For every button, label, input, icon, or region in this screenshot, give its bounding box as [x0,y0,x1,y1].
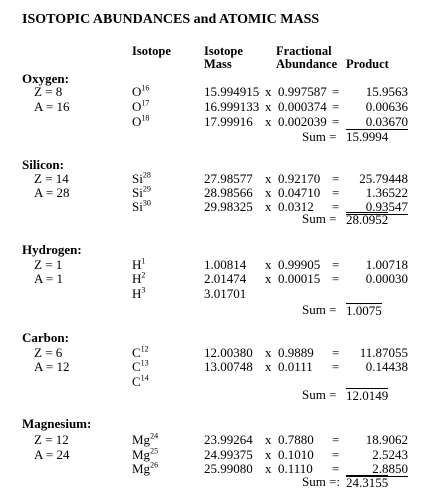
atomic-number: Z = 1 [34,257,63,272]
isotope-mass: 16.999133 [204,99,260,114]
product-value: 1.36522 [365,185,408,200]
isotope-mass-number: 13 [140,358,149,368]
sum-value: 15.9994 [346,129,389,144]
product-value: 18.9062 [365,432,408,447]
product-value: 0.00636 [365,99,408,114]
element-name: Silicon: [22,157,64,172]
sum-value: 1.0075 [346,303,382,318]
isotope-element-symbol: Mg [132,432,151,447]
fractional-abundance: 0.00015 [278,271,321,286]
isotope-mass: 27.98577 [204,171,253,186]
equals-sign: = [332,345,340,360]
isotope-mass-number: 29 [142,184,151,194]
equals-sign: = [332,271,340,286]
isotope-mass: 12.00380 [204,345,253,360]
isotope-mass-number: 26 [150,460,159,470]
header-isotope-mass-line1: Isotope [204,44,243,58]
sum-label: Sum = [302,129,337,144]
product-value: 0.03670 [346,115,408,130]
isotope-symbol [132,433,158,447]
isotope-symbol [132,272,145,286]
isotope-mass-number: 12 [140,344,149,354]
isotope-mass-number: 24 [150,431,159,441]
fractional-abundance: 0.92170 [278,171,321,186]
times-sign: x [265,432,272,447]
equals-sign: = [332,199,340,214]
atomic-number: Z = 6 [34,345,63,360]
fractional-abundance: 0.9889 [278,345,314,360]
sum-label: Sum = [302,211,337,226]
mass-number: A = 12 [34,359,70,374]
isotope-mass-number: 30 [142,198,151,208]
product-value: 2.8850 [346,462,408,477]
isotope-element-symbol: Si [132,185,143,200]
isotope-mass: 2.01474 [204,271,247,286]
atomic-number: Z = 8 [34,84,63,99]
fractional-abundance: 0.002039 [278,114,327,129]
isotope-symbol [132,100,149,114]
isotope-element-symbol: C [132,345,141,360]
isotope-mass-number: 16 [141,83,150,93]
element-name: Carbon: [22,330,69,345]
fractional-abundance: 0.99905 [278,257,321,272]
equals-sign: = [332,84,340,99]
header-fractional-line2: Abundance [276,57,338,71]
equals-sign: = [332,432,340,447]
sum-value: 24.3155 [346,475,389,490]
times-sign: x [265,114,272,129]
isotope-mass: 17.99916 [204,114,253,129]
times-sign: x [265,461,272,476]
isotope-mass-number: 17 [141,98,150,108]
isotope-element-symbol: H [132,286,142,301]
equals-sign: = [332,447,340,462]
times-sign: x [265,84,272,99]
fractional-abundance: 0.000374 [278,99,327,114]
product-value: 25.79448 [359,171,408,186]
equals-sign: = [332,461,340,476]
header-fractional-line1: Fractional [276,44,332,58]
isotope-symbol [132,375,149,389]
isotope-element-symbol: Si [132,199,143,214]
times-sign: x [265,99,272,114]
times-sign: x [265,345,272,360]
times-sign: x [265,359,272,374]
page-title: ISOTOPIC ABUNDANCES and ATOMIC MASS [22,12,320,27]
isotope-element-symbol: Mg [132,461,151,476]
isotope-mass: 15.994915 [204,84,260,99]
equals-sign: = [332,185,340,200]
header-isotope: Isotope [132,44,171,58]
isotope-element-symbol: O [132,99,142,114]
fractional-abundance: 0.997587 [278,84,327,99]
isotope-mass: 3.01701 [204,286,247,301]
isotope-symbol [132,287,145,301]
equals-sign: = [332,99,340,114]
isotope-mass: 23.99264 [204,432,253,447]
isotope-element-symbol: H [132,271,142,286]
product-value: 2.5243 [372,447,408,462]
isotope-mass: 24.99375 [204,447,253,462]
isotope-element-symbol: Mg [132,447,151,462]
header-product: Product [346,57,389,71]
element-name: Magnesium: [22,416,92,431]
product-value: 0.00030 [365,271,408,286]
isotope-element-symbol: Si [132,171,143,186]
product-value: 1.00718 [365,257,408,272]
equals-sign: = [332,359,340,374]
product-value: 15.9563 [365,84,408,99]
isotope-element-symbol: O [132,114,142,129]
isotope-mass: 28.98566 [204,185,253,200]
equals-sign: = [332,171,340,186]
mass-number: A = 24 [34,447,70,462]
sum-value: 12.0149 [346,388,389,403]
element-name: Hydrogen: [22,242,82,257]
fractional-abundance: 0.0111 [278,359,313,374]
header-isotope-mass-line2: Mass [204,57,232,71]
sum-label: Sum = [302,387,337,402]
isotope-mass: 25.99080 [204,461,253,476]
isotope-symbol [132,85,149,99]
isotope-symbol [132,200,151,214]
sum-label: Sum = [302,302,337,317]
times-sign: x [265,271,272,286]
times-sign: x [265,447,272,462]
isotope-mass-number: 25 [150,446,159,456]
times-sign: x [265,185,272,200]
isotope-symbol [132,462,158,476]
fractional-abundance: 0.04710 [278,185,321,200]
fractional-abundance: 0.0312 [278,199,314,214]
product-value: 11.87055 [359,345,408,360]
isotope-mass: 29.98325 [204,199,253,214]
isotope-mass-number: 28 [142,170,151,180]
isotope-element-symbol: C [132,359,141,374]
isotope-mass: 1.00814 [204,257,247,272]
isotope-mass: 13.00748 [204,359,253,374]
isotope-mass-number: 14 [140,373,149,383]
mass-number: A = 16 [34,99,70,114]
isotope-mass-number: 3 [141,285,146,295]
mass-number: A = 1 [34,271,64,286]
times-sign: x [265,257,272,272]
product-value: 0.14438 [365,359,408,374]
times-sign: x [265,199,272,214]
fractional-abundance: 0.7880 [278,432,314,447]
sum-label: Sum =: [302,474,341,489]
mass-number: A = 28 [34,185,70,200]
equals-sign: = [332,114,340,129]
isotope-mass-number: 2 [141,270,146,280]
isotope-mass-number: 18 [141,113,150,123]
product-value: 0.93547 [346,200,408,215]
element-name: Oxygen: [22,71,69,86]
atomic-number: Z = 12 [34,432,69,447]
sum-value: 28.0952 [346,212,389,227]
equals-sign: = [332,257,340,272]
times-sign: x [265,171,272,186]
fractional-abundance: 0.1010 [278,447,314,462]
isotope-symbol [132,360,149,374]
isotope-element-symbol: O [132,84,142,99]
isotope-symbol [132,115,149,129]
isotope-element-symbol: C [132,374,141,389]
isotope-mass-number: 1 [141,256,146,266]
atomic-number: Z = 14 [34,171,69,186]
fractional-abundance: 0.1110 [278,461,313,476]
isotope-element-symbol: H [132,257,142,272]
